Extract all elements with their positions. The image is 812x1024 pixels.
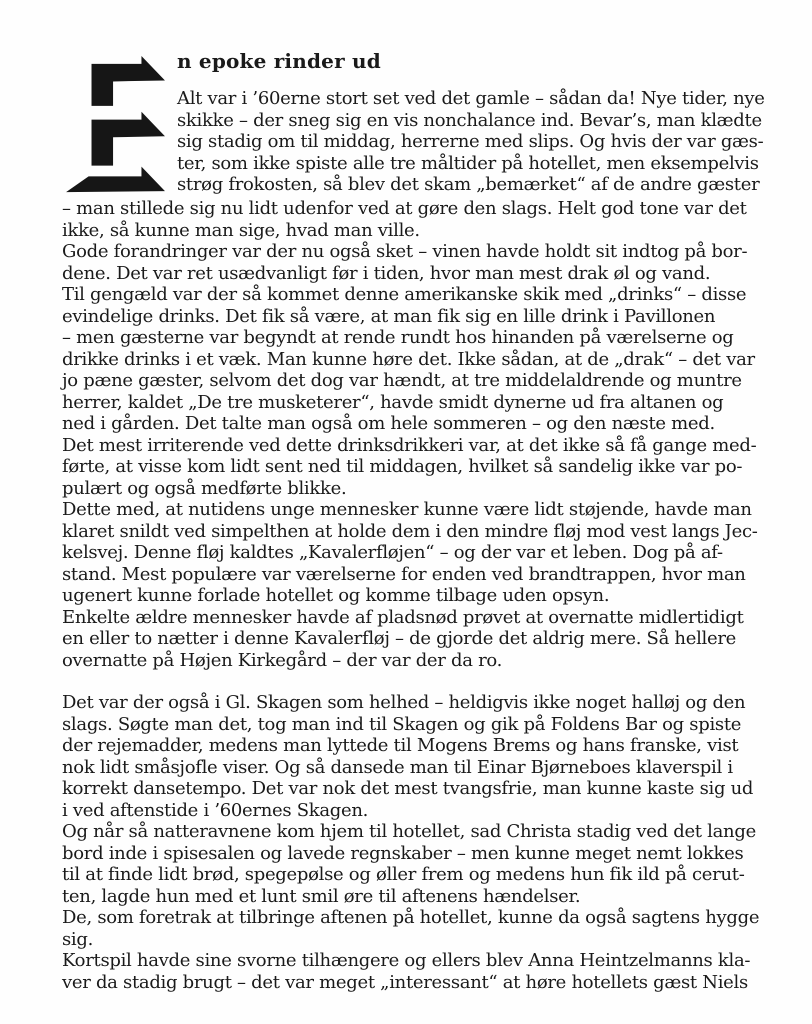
dropcap-e-icon [63, 55, 169, 197]
dropcap-arrow-bottom [66, 167, 165, 192]
intro-paragraph-lines: Alt var i ’60erne stort set ved det gamle – sådan da! Nye tider, nye skikke – der sneg sig en vis nonchalance ind. Bevar’s, man klædte sig stadig om til middag, herrerne med slips. Og hvis der var gæs- ter, som ikke spiste alle tre måltider på hotellet, men eksempelvis strøg frokosten, så blev det skam „bemærket“ af de andre gæster [177, 88, 765, 195]
body-text-block-2: Det var der også i Gl. Skagen som helhed – heldigvis ikke noget halløj og den slags. Søgte man det, tog man ind til Skagen og gik på Foldens Bar og spiste der rejemadder, medens man lyttede til Mogens Brems og hans franske, vist nok lidt småsjofle viser. Og så dansede man til Einar Bjørneboes klaverspil i korrekt dansetempo. Det var nok det mest tvangsfrie, man kunne kaste sig ud i ved aftenstide i ’60ernes Skagen. Og når så natteravnene kom hjem til hotellet, sad Christa stadig ved det lange bord inde i spisesalen og lavede regnskaber – men kunne meget nemt lokkes til at finde lidt brød, spegepølse og øller frem og medens hun fik ild på cerut- ten, lagde hun med et lunt smil øre til aftenens hændelser. De, som foretrak at tilbringe aftenen på hotellet, kunne da også sagtens hygge sig. Kortspil havde sine svorne tilhængere og ellers blev Anna Heintzelmanns kla- ver da stadig brugt – det var meget „interessant“ at høre hotellets gæst Niels [62, 692, 760, 993]
body-text-block-1: – man stillede sig nu lidt udenfor ved at gøre den slags. Helt god tone var det ikke, så kunne man sige, hvad man ville. Gode forandringer var der nu også sket – vinen havde holdt sit indtog på bor- dene. Det var ret usædvanligt før i tiden, hvor man mest drak øl og vand. Til gengæld var der så kommet denne amerikanske skik med „drinks“ – disse evindelige drinks. Det fik så være, at man fik sig en lille drink i Pavillonen – men gæsterne var begyndt at rende rundt hos hinanden på værelserne og drikke drinks i et væk. Man kunne høre det. Ikke sådan, at de „drak“ – det var jo pæne gæster, selvom det dog var hændt, at tre middelaldrende og muntre herrer, kaldet „De tre musketerer“, havde smidt dynerne ud fra altanen og ned i gården. Det talte man også om hele sommeren – og den næste med. Det mest irriterende ved dette drinksdrikkeri var, at det ikke så få gange med- førte, at visse kom lidt sent ned til middagen, hvilket så sandelig ikke var po- pulært og også medførte blikke. Dette med, at nutidens unge mennesker kunne være lidt støjende, havde man klaret snildt ved simpelthen at holde dem i den mindre fløj mod vest langs Jec- kelsvej. Denne fløj kaldtes „Kavalerfløjen“ – og der var et leben. Dog på af- stand. Mest populære var værelserne for enden ved brandtrappen, hvor man ugenert kunne forlade hotellet og komme tilbage uden opsyn. Enkelte ældre mennesker havde af pladsnød prøvet at overnatte midlertidigt en eller to nætter i denne Kavalerfløj – de gjorde det aldrig mere. Så hellere overnatte på Højen Kirkegård – der var der da ro. [62, 198, 758, 671]
dropcap-arrow-middle [92, 112, 165, 166]
chapter-heading: n epoke rinder ud [177, 49, 381, 73]
dropcap-arrow-top [92, 56, 165, 106]
